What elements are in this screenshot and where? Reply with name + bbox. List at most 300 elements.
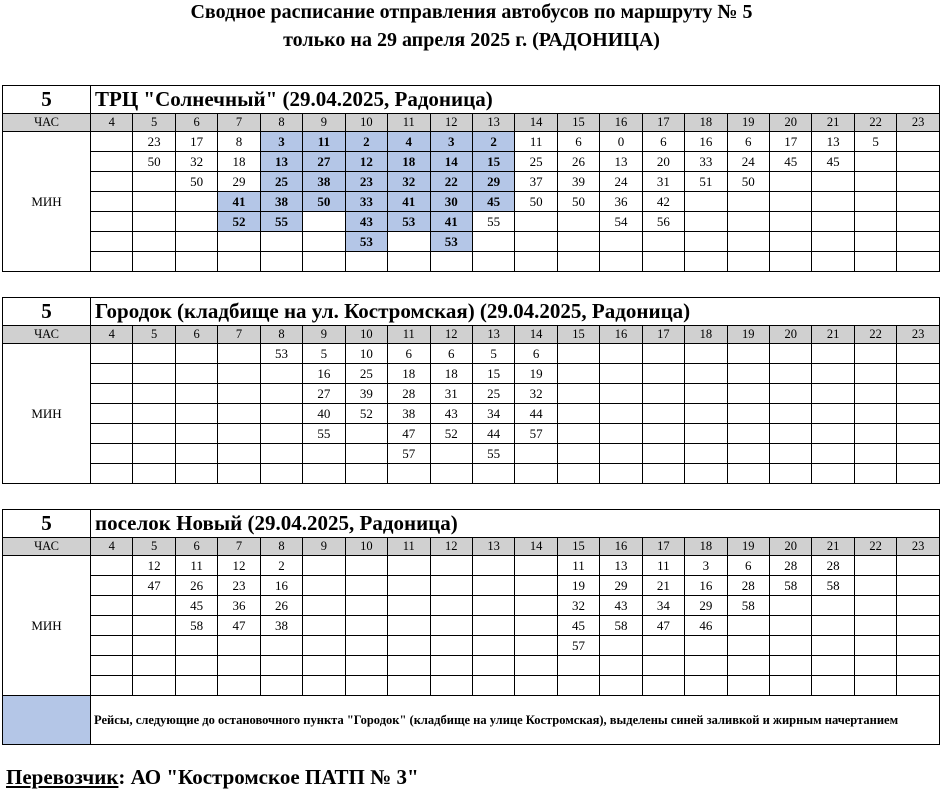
minute-cell — [685, 676, 727, 696]
hour-cell: 9 — [303, 326, 345, 344]
minute-cell: 12 — [133, 556, 175, 576]
schedule-table-gorodok — [2, 297, 940, 484]
minute-cell: 58 — [175, 616, 217, 636]
minute-cell — [685, 232, 727, 252]
minute-cell: 2 — [472, 132, 514, 152]
minute-cell — [812, 344, 854, 364]
minute-cell — [218, 636, 260, 656]
minute-cell — [600, 444, 642, 464]
minute-cell: 16 — [685, 576, 727, 596]
hour-cell: 5 — [133, 326, 175, 344]
minute-cell: 37 — [515, 172, 557, 192]
minute-cell — [897, 424, 940, 444]
minute-cell — [91, 444, 133, 464]
minute-cell — [175, 344, 217, 364]
minute-cell — [897, 464, 940, 484]
minute-cell: 45 — [770, 152, 812, 172]
minute-cell — [218, 676, 260, 696]
schedule-table-trc-solnechny — [2, 85, 940, 272]
minute-cell — [727, 636, 769, 656]
minute-cell — [854, 364, 896, 384]
minute-cell: 55 — [303, 424, 345, 444]
minute-cell — [897, 636, 940, 656]
minute-cell — [91, 676, 133, 696]
minute-cell — [91, 576, 133, 596]
minute-cell — [472, 596, 514, 616]
hour-cell: 18 — [685, 114, 727, 132]
minute-cell: 11 — [515, 132, 557, 152]
minute-cell — [727, 464, 769, 484]
minute-cell — [515, 616, 557, 636]
minute-cell — [854, 384, 896, 404]
minute-cell — [515, 212, 557, 232]
minute-cell: 33 — [345, 192, 387, 212]
minute-cell — [557, 676, 599, 696]
minute-cell — [897, 192, 940, 212]
minute-cell: 29 — [600, 576, 642, 596]
minute-cell — [727, 192, 769, 212]
minute-cell: 46 — [685, 616, 727, 636]
minute-cell: 58 — [812, 576, 854, 596]
minute-cell — [303, 252, 345, 272]
minute-cell: 12 — [345, 152, 387, 172]
minute-cell — [515, 232, 557, 252]
minute-cell — [175, 444, 217, 464]
minute-cell: 6 — [727, 556, 769, 576]
minute-cell — [345, 444, 387, 464]
minute-cell — [685, 636, 727, 656]
minute-cell — [303, 636, 345, 656]
minute-cell — [175, 676, 217, 696]
minute-cell — [770, 232, 812, 252]
minute-cell — [557, 364, 599, 384]
minute-cell — [175, 636, 217, 656]
minute-cell — [430, 444, 472, 464]
minute-cell: 55 — [472, 444, 514, 464]
minutes-row — [3, 252, 940, 272]
minute-cell — [345, 616, 387, 636]
minutes-row — [3, 636, 940, 656]
minute-cell — [345, 556, 387, 576]
minute-cell: 31 — [642, 172, 684, 192]
hour-label: ЧАС — [3, 114, 91, 132]
schedule-table-poselok-novy — [2, 509, 940, 745]
minute-cell — [515, 576, 557, 596]
minute-cell — [133, 232, 175, 252]
minute-cell: 26 — [260, 596, 302, 616]
minute-cell — [218, 656, 260, 676]
minute-cell — [727, 616, 769, 636]
minute-cell — [175, 252, 217, 272]
minute-cell — [175, 192, 217, 212]
minute-cell — [770, 616, 812, 636]
minute-cell — [260, 656, 302, 676]
minute-cell — [897, 556, 940, 576]
minute-cell — [854, 656, 896, 676]
minute-cell: 52 — [430, 424, 472, 444]
minute-cell — [388, 464, 430, 484]
minutes-row — [3, 656, 940, 676]
minute-cell — [388, 596, 430, 616]
minute-cell — [642, 676, 684, 696]
hour-cell: 4 — [91, 538, 133, 556]
minute-cell — [345, 576, 387, 596]
minute-cell — [515, 596, 557, 616]
minute-cell — [812, 404, 854, 424]
minute-cell — [133, 636, 175, 656]
minute-cell — [472, 656, 514, 676]
minute-cell — [727, 676, 769, 696]
minute-cell: 13 — [600, 152, 642, 172]
minute-cell — [685, 212, 727, 232]
minute-cell: 44 — [472, 424, 514, 444]
minute-cell — [897, 344, 940, 364]
minute-cell — [770, 384, 812, 404]
minute-cell: 23 — [345, 172, 387, 192]
minute-cell — [812, 444, 854, 464]
minute-cell: 47 — [642, 616, 684, 636]
minute-cell: 5 — [854, 132, 896, 152]
minute-cell: 28 — [727, 576, 769, 596]
minute-cell — [133, 676, 175, 696]
minute-cell: 2 — [260, 556, 302, 576]
minute-cell — [812, 424, 854, 444]
minute-cell: 34 — [642, 596, 684, 616]
hour-cell: 17 — [642, 114, 684, 132]
minute-cell — [770, 364, 812, 384]
hour-cell: 4 — [91, 114, 133, 132]
minute-cell — [600, 464, 642, 484]
minute-cell — [91, 424, 133, 444]
minute-cell — [303, 212, 345, 232]
hour-cell: 19 — [727, 326, 769, 344]
minute-cell — [430, 676, 472, 696]
minute-cell: 20 — [642, 152, 684, 172]
hour-cell: 22 — [854, 538, 896, 556]
hour-cell: 6 — [175, 114, 217, 132]
minute-cell — [260, 404, 302, 424]
minute-cell: 41 — [430, 212, 472, 232]
minute-cell — [897, 172, 940, 192]
minute-cell — [812, 636, 854, 656]
minute-cell: 27 — [303, 152, 345, 172]
minute-cell: 6 — [557, 132, 599, 152]
minute-cell: 51 — [685, 172, 727, 192]
minute-cell — [727, 404, 769, 424]
hours-row — [3, 538, 940, 556]
hours-row — [3, 114, 940, 132]
minute-cell: 55 — [260, 212, 302, 232]
minute-cell: 24 — [727, 152, 769, 172]
minute-cell — [600, 252, 642, 272]
minute-cell — [133, 596, 175, 616]
hour-cell: 21 — [812, 326, 854, 344]
minute-cell — [91, 252, 133, 272]
minute-cell — [642, 364, 684, 384]
minute-cell — [303, 556, 345, 576]
minute-cell — [218, 404, 260, 424]
minute-cell: 6 — [515, 344, 557, 364]
legend-text: Рейсы, следующие до остановочного пункта "Городок" (кладбище на улице Костромская), выделены синей заливкой и жирным начертанием — [91, 696, 940, 745]
hour-cell: 16 — [600, 326, 642, 344]
minutes-row — [3, 172, 940, 192]
minute-cell: 28 — [388, 384, 430, 404]
minute-cell: 3 — [430, 132, 472, 152]
minute-cell: 30 — [430, 192, 472, 212]
minute-cell — [557, 464, 599, 484]
hour-cell: 18 — [685, 538, 727, 556]
minute-cell — [91, 404, 133, 424]
minute-cell — [260, 384, 302, 404]
minute-cell: 17 — [770, 132, 812, 152]
minute-cell — [897, 444, 940, 464]
minute-cell — [133, 656, 175, 676]
minute-cell — [472, 576, 514, 596]
minute-cell — [175, 656, 217, 676]
minute-cell — [91, 344, 133, 364]
minute-cell — [260, 464, 302, 484]
minute-cell — [727, 344, 769, 364]
minute-cell — [91, 172, 133, 192]
minute-cell — [600, 656, 642, 676]
minute-cell: 21 — [642, 576, 684, 596]
hour-cell: 20 — [770, 538, 812, 556]
minute-cell — [388, 252, 430, 272]
minute-cell — [472, 616, 514, 636]
minute-cell — [685, 192, 727, 212]
minute-cell — [515, 252, 557, 272]
minute-cell: 25 — [260, 172, 302, 192]
hour-cell: 23 — [897, 114, 940, 132]
minute-cell — [388, 636, 430, 656]
minute-cell — [600, 636, 642, 656]
hour-label: ЧАС — [3, 326, 91, 344]
minute-cell — [260, 424, 302, 444]
hour-cell: 23 — [897, 326, 940, 344]
minute-cell — [897, 576, 940, 596]
minute-cell: 23 — [133, 132, 175, 152]
minute-cell — [133, 252, 175, 272]
minute-cell — [91, 656, 133, 676]
minute-cell — [515, 464, 557, 484]
minute-cell — [345, 656, 387, 676]
minute-cell — [515, 676, 557, 696]
minute-cell — [303, 464, 345, 484]
minute-cell: 38 — [260, 616, 302, 636]
minute-cell — [770, 344, 812, 364]
minute-cell — [812, 596, 854, 616]
minute-cell: 28 — [770, 556, 812, 576]
minute-cell — [854, 464, 896, 484]
minute-cell — [91, 616, 133, 636]
minute-cell — [642, 444, 684, 464]
minute-cell: 29 — [472, 172, 514, 192]
minute-cell: 16 — [260, 576, 302, 596]
carrier-line — [6, 762, 419, 792]
minute-cell — [303, 656, 345, 676]
minute-cell: 50 — [133, 152, 175, 172]
minute-cell: 50 — [727, 172, 769, 192]
hour-cell: 20 — [770, 114, 812, 132]
minute-cell — [557, 656, 599, 676]
minute-cell — [133, 384, 175, 404]
minute-cell — [897, 404, 940, 424]
page-title: Сводное расписание отправления автобусов по маршруту № 5 — [190, 1, 753, 23]
minute-cell — [897, 252, 940, 272]
minute-cell — [812, 364, 854, 384]
route-header-row — [3, 298, 940, 326]
minute-cell: 23 — [218, 576, 260, 596]
hour-cell: 20 — [770, 326, 812, 344]
minute-cell — [430, 656, 472, 676]
hours-row — [3, 326, 940, 344]
minute-cell — [727, 656, 769, 676]
minute-cell — [854, 252, 896, 272]
minute-cell — [218, 424, 260, 444]
hour-cell: 15 — [557, 326, 599, 344]
minute-cell — [897, 364, 940, 384]
minute-cell — [175, 404, 217, 424]
minute-cell — [515, 444, 557, 464]
minutes-row — [3, 556, 940, 576]
minutes-row — [3, 132, 940, 152]
minute-cell — [218, 364, 260, 384]
hour-cell: 8 — [260, 326, 302, 344]
minute-cell — [345, 596, 387, 616]
hour-cell: 21 — [812, 114, 854, 132]
minutes-row — [3, 364, 940, 384]
minute-cell: 26 — [175, 576, 217, 596]
hour-cell: 6 — [175, 538, 217, 556]
minutes-row — [3, 424, 940, 444]
minute-label: МИН — [3, 556, 91, 696]
minute-cell — [345, 464, 387, 484]
minutes-row — [3, 384, 940, 404]
minute-cell: 47 — [218, 616, 260, 636]
minute-cell: 6 — [642, 132, 684, 152]
minute-cell — [642, 232, 684, 252]
minute-cell: 0 — [600, 132, 642, 152]
minute-cell: 24 — [600, 172, 642, 192]
minute-cell — [642, 424, 684, 444]
minute-cell — [557, 252, 599, 272]
minute-cell — [260, 444, 302, 464]
minute-cell — [515, 636, 557, 656]
minute-cell: 25 — [472, 384, 514, 404]
minute-cell: 13 — [812, 132, 854, 152]
minute-cell — [727, 212, 769, 232]
minute-cell — [770, 192, 812, 212]
minute-cell — [218, 252, 260, 272]
hour-cell: 23 — [897, 538, 940, 556]
hour-cell: 17 — [642, 326, 684, 344]
minute-cell — [430, 556, 472, 576]
minute-cell — [854, 556, 896, 576]
minute-cell — [642, 636, 684, 656]
minute-cell: 18 — [388, 364, 430, 384]
minute-cell — [600, 424, 642, 444]
minute-cell: 43 — [430, 404, 472, 424]
minute-cell — [175, 384, 217, 404]
minute-cell — [770, 464, 812, 484]
minute-cell — [600, 404, 642, 424]
minute-cell: 36 — [218, 596, 260, 616]
minute-cell — [388, 232, 430, 252]
minute-cell — [133, 212, 175, 232]
minute-cell — [897, 132, 940, 152]
minute-cell: 43 — [345, 212, 387, 232]
minute-cell — [260, 676, 302, 696]
minute-cell — [685, 344, 727, 364]
minute-cell: 3 — [685, 556, 727, 576]
minute-cell — [388, 556, 430, 576]
minute-cell: 45 — [472, 192, 514, 212]
minute-cell: 28 — [812, 556, 854, 576]
minute-cell — [854, 576, 896, 596]
minute-cell — [685, 444, 727, 464]
minutes-row — [3, 444, 940, 464]
minute-cell — [854, 152, 896, 172]
minute-cell: 58 — [600, 616, 642, 636]
hour-cell: 15 — [557, 538, 599, 556]
minute-cell — [854, 232, 896, 252]
minute-cell: 13 — [260, 152, 302, 172]
minute-cell — [770, 676, 812, 696]
minute-cell: 4 — [388, 132, 430, 152]
legend-row — [3, 696, 940, 745]
minute-cell — [854, 596, 896, 616]
minute-cell: 55 — [472, 212, 514, 232]
minute-cell — [770, 252, 812, 272]
minute-cell — [430, 596, 472, 616]
stop-name: ТРЦ "Солнечный" (29.04.2025, Радоница) — [91, 86, 940, 114]
minute-cell — [430, 464, 472, 484]
route-number: 5 — [3, 86, 91, 114]
minute-cell — [91, 152, 133, 172]
minute-cell — [303, 676, 345, 696]
hour-cell: 10 — [345, 114, 387, 132]
minute-cell: 5 — [472, 344, 514, 364]
minute-cell — [770, 656, 812, 676]
minute-cell: 6 — [727, 132, 769, 152]
minute-cell — [218, 464, 260, 484]
minute-cell: 38 — [388, 404, 430, 424]
minute-cell — [897, 616, 940, 636]
hour-cell: 16 — [600, 114, 642, 132]
minute-cell — [897, 152, 940, 172]
hour-cell: 9 — [303, 538, 345, 556]
minute-cell — [770, 444, 812, 464]
route-header-row — [3, 86, 940, 114]
minute-cell: 50 — [515, 192, 557, 212]
minute-cell: 33 — [685, 152, 727, 172]
minute-cell — [133, 364, 175, 384]
minute-cell — [557, 232, 599, 252]
minute-cell — [345, 252, 387, 272]
minute-cell — [854, 192, 896, 212]
minute-cell — [812, 616, 854, 636]
minute-cell: 32 — [557, 596, 599, 616]
minute-cell: 2 — [345, 132, 387, 152]
minute-cell: 13 — [600, 556, 642, 576]
hour-cell: 4 — [91, 326, 133, 344]
minute-cell: 32 — [175, 152, 217, 172]
minute-cell: 29 — [218, 172, 260, 192]
minute-cell: 45 — [812, 152, 854, 172]
hour-cell: 14 — [515, 114, 557, 132]
hour-cell: 21 — [812, 538, 854, 556]
legend-swatch — [3, 696, 91, 745]
